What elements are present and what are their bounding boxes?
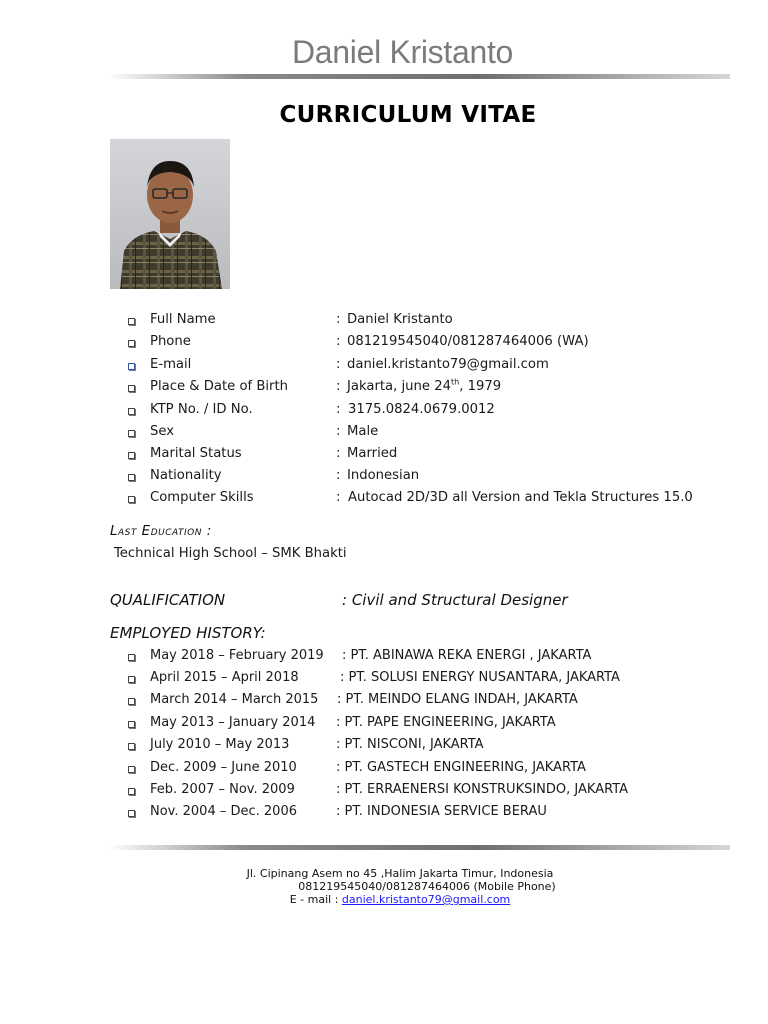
footer-email-line xyxy=(0,893,768,906)
profile-photo xyxy=(110,139,230,289)
qualification-value: : Civil and Structural Designer xyxy=(342,591,568,609)
bullet-icon xyxy=(128,318,135,325)
cv-title: CURRICULUM VITAE xyxy=(279,102,537,128)
education-text: Technical High School – SMK Bhakti xyxy=(114,546,347,561)
portrait-image xyxy=(110,139,230,289)
bullet-icon xyxy=(128,474,135,481)
bullet-icon xyxy=(128,743,135,750)
bullet-icon xyxy=(128,452,135,459)
bullet-icon xyxy=(128,810,135,817)
bullet-icon xyxy=(128,766,135,773)
bullet-icon xyxy=(128,676,135,683)
bullet-icon xyxy=(128,430,135,437)
employment-heading: EMPLOYED HISTORY: xyxy=(110,624,266,642)
bullet-icon xyxy=(128,654,135,661)
bullet-icon xyxy=(128,385,135,392)
bullet-icon xyxy=(128,340,135,347)
footer-address: Jl. Cipinang Asem no 45 ,Halim Jakarta Timur, Indonesia xyxy=(246,867,554,880)
top-divider xyxy=(108,74,730,79)
bullet-icon xyxy=(128,496,135,503)
bullet-icon xyxy=(128,721,135,728)
footer-phone: 081219545040/081287464006 (Mobile Phone) xyxy=(298,880,556,893)
header-name: Daniel Kristanto xyxy=(291,34,514,70)
bullet-icon xyxy=(128,788,135,795)
qualification-heading: QUALIFICATION xyxy=(110,591,226,609)
bullet-icon xyxy=(128,408,135,415)
footer-email-label: E - mail : xyxy=(289,893,339,906)
bullet-icon xyxy=(128,363,135,370)
education-heading: Last Education : xyxy=(110,523,212,539)
footer-email-link[interactable]: daniel.kristanto79@gmail.com xyxy=(341,893,511,906)
bullet-icon xyxy=(128,698,135,705)
bottom-divider xyxy=(108,845,730,850)
